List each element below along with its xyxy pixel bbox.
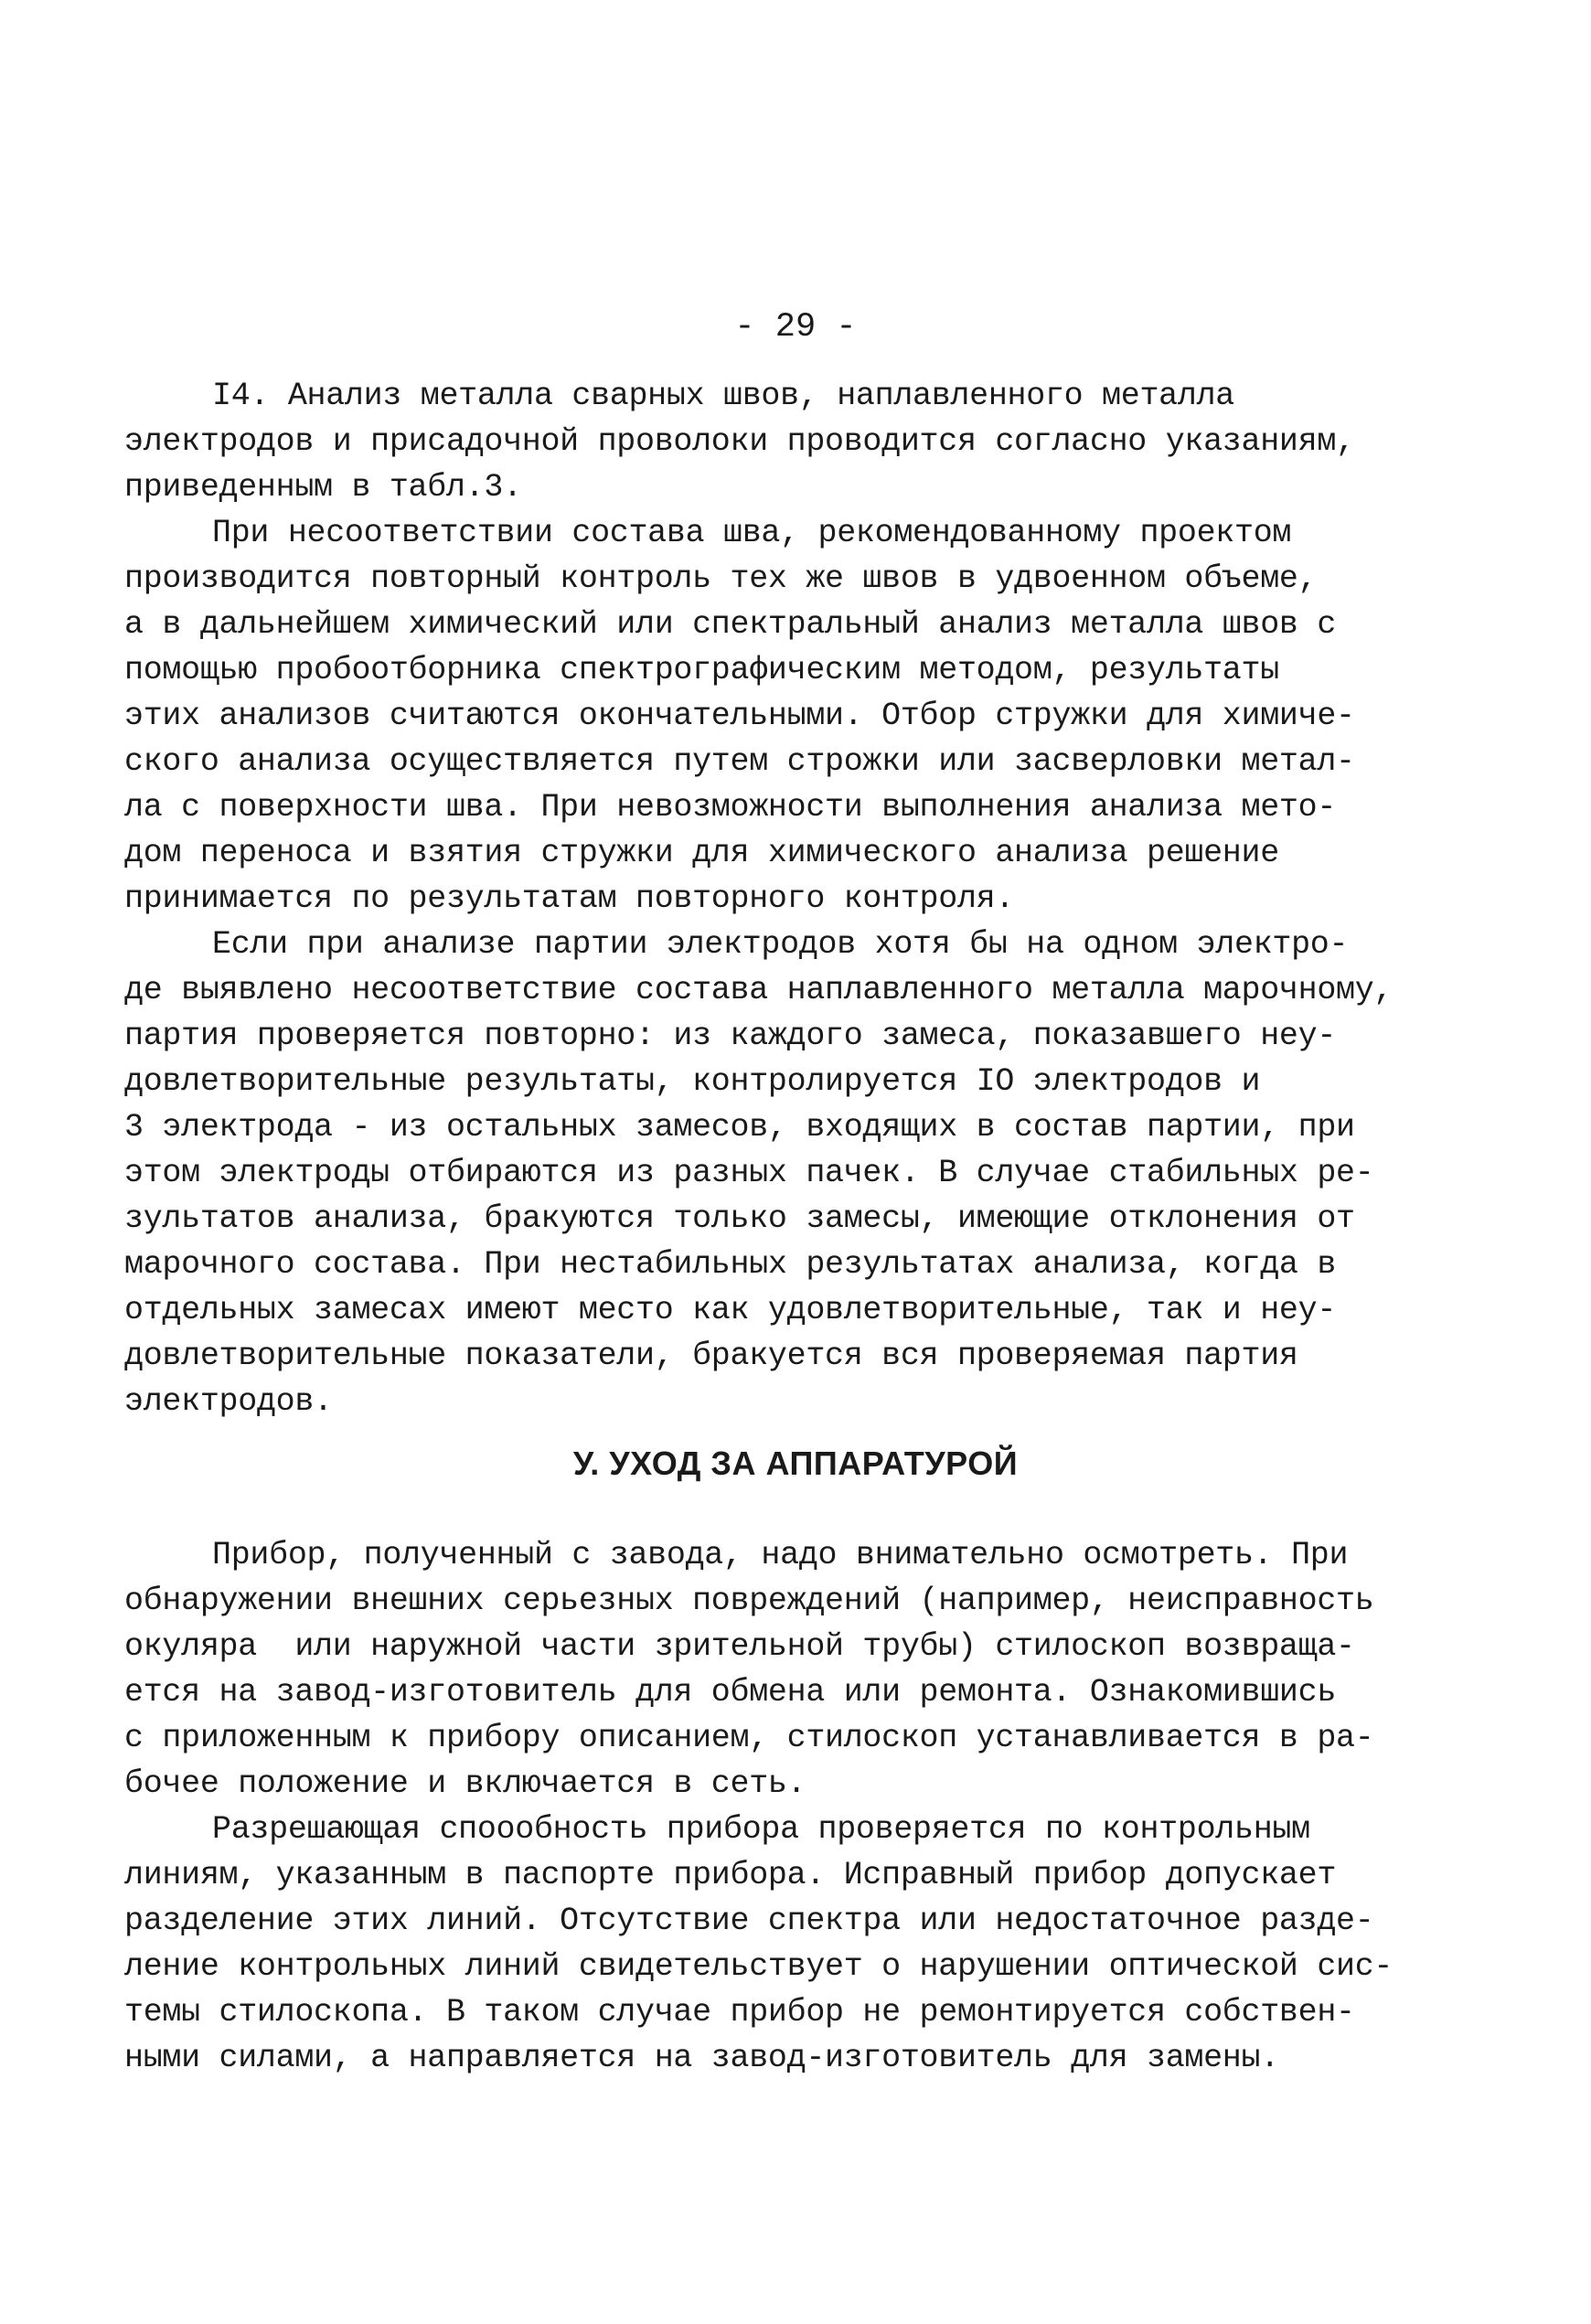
text-line: линиям, указанным в паспорте прибора. Исправный прибор допускает — [124, 1857, 1337, 1893]
text-line: ление контрольных линий свидетельствует о нарушении оптической сис- — [124, 1948, 1393, 1985]
text-line: производится повторный контроль тех же швов в удвоенном объеме, — [124, 560, 1318, 597]
text-line: электродов и присадочной проволоки проводится согласно указаниям, — [124, 423, 1355, 460]
text-line: дом переноса и взятия стружки для химического анализа решение — [124, 835, 1279, 871]
text-line: разделение этих линий. Отсутствие спектра или недостаточное разде- — [124, 1903, 1374, 1939]
text-line: ского анализа осуществляется путем строжки или засверловки метал- — [124, 743, 1355, 780]
text-line: темы стилоскопа. В таком случае прибор не ремонтируется собствен- — [124, 1994, 1355, 2031]
text-line: отдельных замесах имеют место как удовлетворительные, так и неу- — [124, 1292, 1337, 1328]
text-line: партия проверяется повторно: из каждого замеса, показавшего неу- — [124, 1018, 1337, 1054]
text-line: обнаружении внешних серьезных повреждений (например, неисправность — [124, 1583, 1374, 1619]
text-line: де выявлено несоответствие состава наплавленного металла марочному, — [124, 972, 1393, 1008]
text-line: помощью пробоотборника спектрографическим методом, результаты — [124, 652, 1279, 688]
text-line: зультатов анализа, бракуются только замесы, имеющие отклонения от — [124, 1200, 1355, 1237]
text-line: приведенным в табл.3. — [124, 469, 522, 506]
section-heading: У. УХОД ЗА АППАРАТУРОЙ — [572, 1445, 1019, 1482]
text-line: Если при анализе партии электродов хотя бы на одном электро- — [212, 926, 1349, 963]
text-line: марочного состава. При нестабильных результатах анализа, когда в — [124, 1246, 1337, 1283]
text-line: этих анализов считаются окончательными. Отбор стружки для химиче- — [124, 698, 1355, 734]
text-line: ла с поверхности шва. При невозможности выполнения анализа мето- — [124, 789, 1337, 826]
text-line: ными силами, а направляется на завод-изготовитель для замены. — [124, 2040, 1279, 2076]
text-line: принимается по результатам повторного контроля. — [124, 880, 1015, 917]
text-line: ется на завод-изготовитель для обмена или ремонта. Ознакомившись — [124, 1674, 1337, 1711]
page-number: - 29 - — [734, 308, 857, 346]
text-line: с приложенным к прибору описанием, стилоскоп устанавливается в ра- — [124, 1720, 1374, 1756]
text-line: При несоответствии состава шва, рекомендованному проектом — [212, 515, 1292, 551]
text-line: Разрешающая спооoбность прибора проверяется по контрольным — [212, 1811, 1310, 1848]
text-line: бочее положение и включается в сеть. — [124, 1765, 806, 1802]
text-line: довлетворительные показатели, бракуется вся проверяемая партия — [124, 1338, 1298, 1374]
text-line: I4. Анализ металла сварных швов, наплавленного металла — [212, 378, 1234, 414]
text-line: довлетворительные результаты, контролируется IO электродов и — [124, 1063, 1261, 1100]
text-line: Прибор, полученный с завода, надо внимательно осмотреть. При — [212, 1537, 1349, 1573]
text-line: этом электроды отбираются из разных пачек. В случае стабильных ре- — [124, 1155, 1374, 1191]
text-line: 3 электрода - из остальных замесов, входящих в состав партии, при — [124, 1109, 1355, 1146]
text-line: окуляра или наружной части зрительной трубы) стилоскоп возвраща- — [124, 1628, 1355, 1665]
text-line: электродов. — [124, 1383, 333, 1420]
text-line: а в дальнейшем химический или спектральный анализ металла швов с — [124, 606, 1337, 643]
